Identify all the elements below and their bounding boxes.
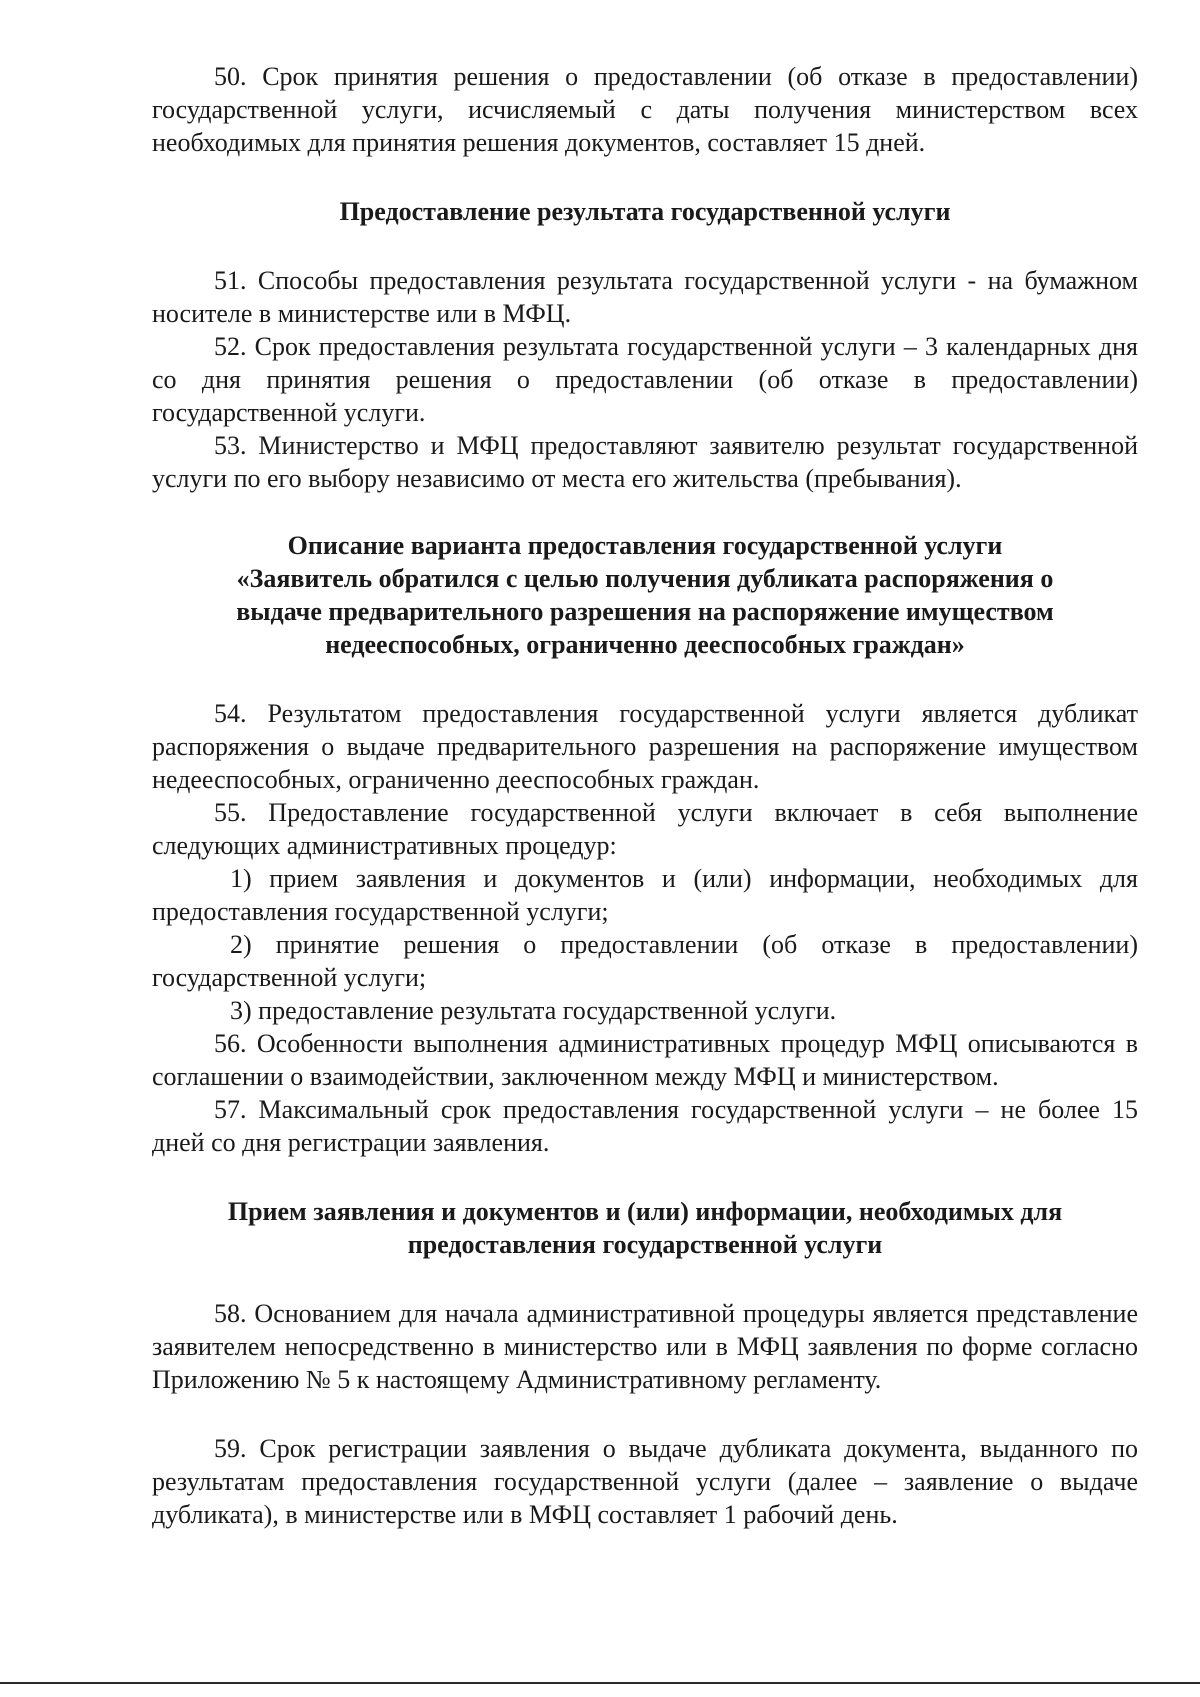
- paragraph-55: 55. Предоставление государственной услуги включает в себя выполнение следующих административных процедур:: [152, 798, 1138, 860]
- paragraph-53: 53. Министерство и МФЦ предоставляют заявителю результат государственной услуги по его выбору независимо от места его жительства (пребывания).: [152, 431, 1138, 493]
- page-bottom-rule: [0, 1682, 1200, 1684]
- heading-result-of-service: Предоставление результата государственной услуги: [339, 197, 951, 226]
- heading-variant-line-4: недееспособных, ограниченно дееспособных граждан»: [325, 630, 965, 659]
- paragraph-54: 54. Результатом предоставления государственной услуги является дубликат распоряжения о выдаче предварительного разрешения на распоряжение имуществом недееспособных, ограниченно дееспособных граждан.: [152, 699, 1138, 794]
- heading-variant-line-3: выдаче предварительного разрешения на распоряжение имуществом: [236, 597, 1054, 626]
- paragraph-55-item-1: 1) прием заявления и документов и (или) информации, необходимых для предоставления государственной услуги;: [152, 864, 1138, 926]
- section-heading-result: [152, 195, 1138, 228]
- section-heading-reception: [152, 1195, 1138, 1261]
- paragraph-51: 51. Способы предоставления результата государственной услуги - на бумажном носителе в министерстве или в МФЦ.: [152, 266, 1138, 328]
- heading-reception-line-1: Прием заявления и документов и (или) информации, необходимых для: [227, 1197, 1063, 1226]
- paragraph-56: 56. Особенности выполнения административных процедур МФЦ описываются в соглашении о взаимодействии, заключенном между МФЦ и министерством.: [152, 1029, 1138, 1091]
- paragraph-52: 52. Срок предоставления результата государственной услуги – 3 календарных дня со дня принятия решения о предоставлении (об отказе в предоставлении) государственной услуги.: [152, 332, 1138, 427]
- paragraph-55-item-2: 2) принятие решения о предоставлении (об отказе в предоставлении) государственной услуги;: [152, 930, 1138, 992]
- heading-variant-line-1: Описание варианта предоставления государственной услуги: [287, 531, 1003, 560]
- heading-reception-line-2: предоставления государственной услуги: [407, 1230, 883, 1259]
- paragraph-55-item-3: 3) предоставление результата государственной услуги.: [230, 996, 837, 1025]
- section-heading-variant: [152, 529, 1138, 661]
- paragraph-50: 50. Срок принятия решения о предоставлении (об отказе в предоставлении) государственной услуги, исчисляемый с даты получения министерством всех необходимых для принятия решения документов, составляет 15 дней.: [152, 62, 1138, 157]
- heading-variant-line-2: «Заявитель обратился с целью получения дубликата распоряжения о: [236, 564, 1054, 593]
- paragraph-57: 57. Максимальный срок предоставления государственной услуги – не более 15 дней со дня регистрации заявления.: [152, 1095, 1138, 1157]
- paragraph-58: 58. Основанием для начала административной процедуры является представление заявителем непосредственно в министерство или в МФЦ заявления по форме согласно Приложению № 5 к настоящему Административному регламенту.: [152, 1299, 1138, 1394]
- paragraph-59: 59. Срок регистрации заявления о выдаче дубликата документа, выданного по результатам предоставления государственной услуги (далее – заявление о выдаче дубликата), в министерстве или в МФЦ составляет 1 рабочий день.: [152, 1434, 1138, 1529]
